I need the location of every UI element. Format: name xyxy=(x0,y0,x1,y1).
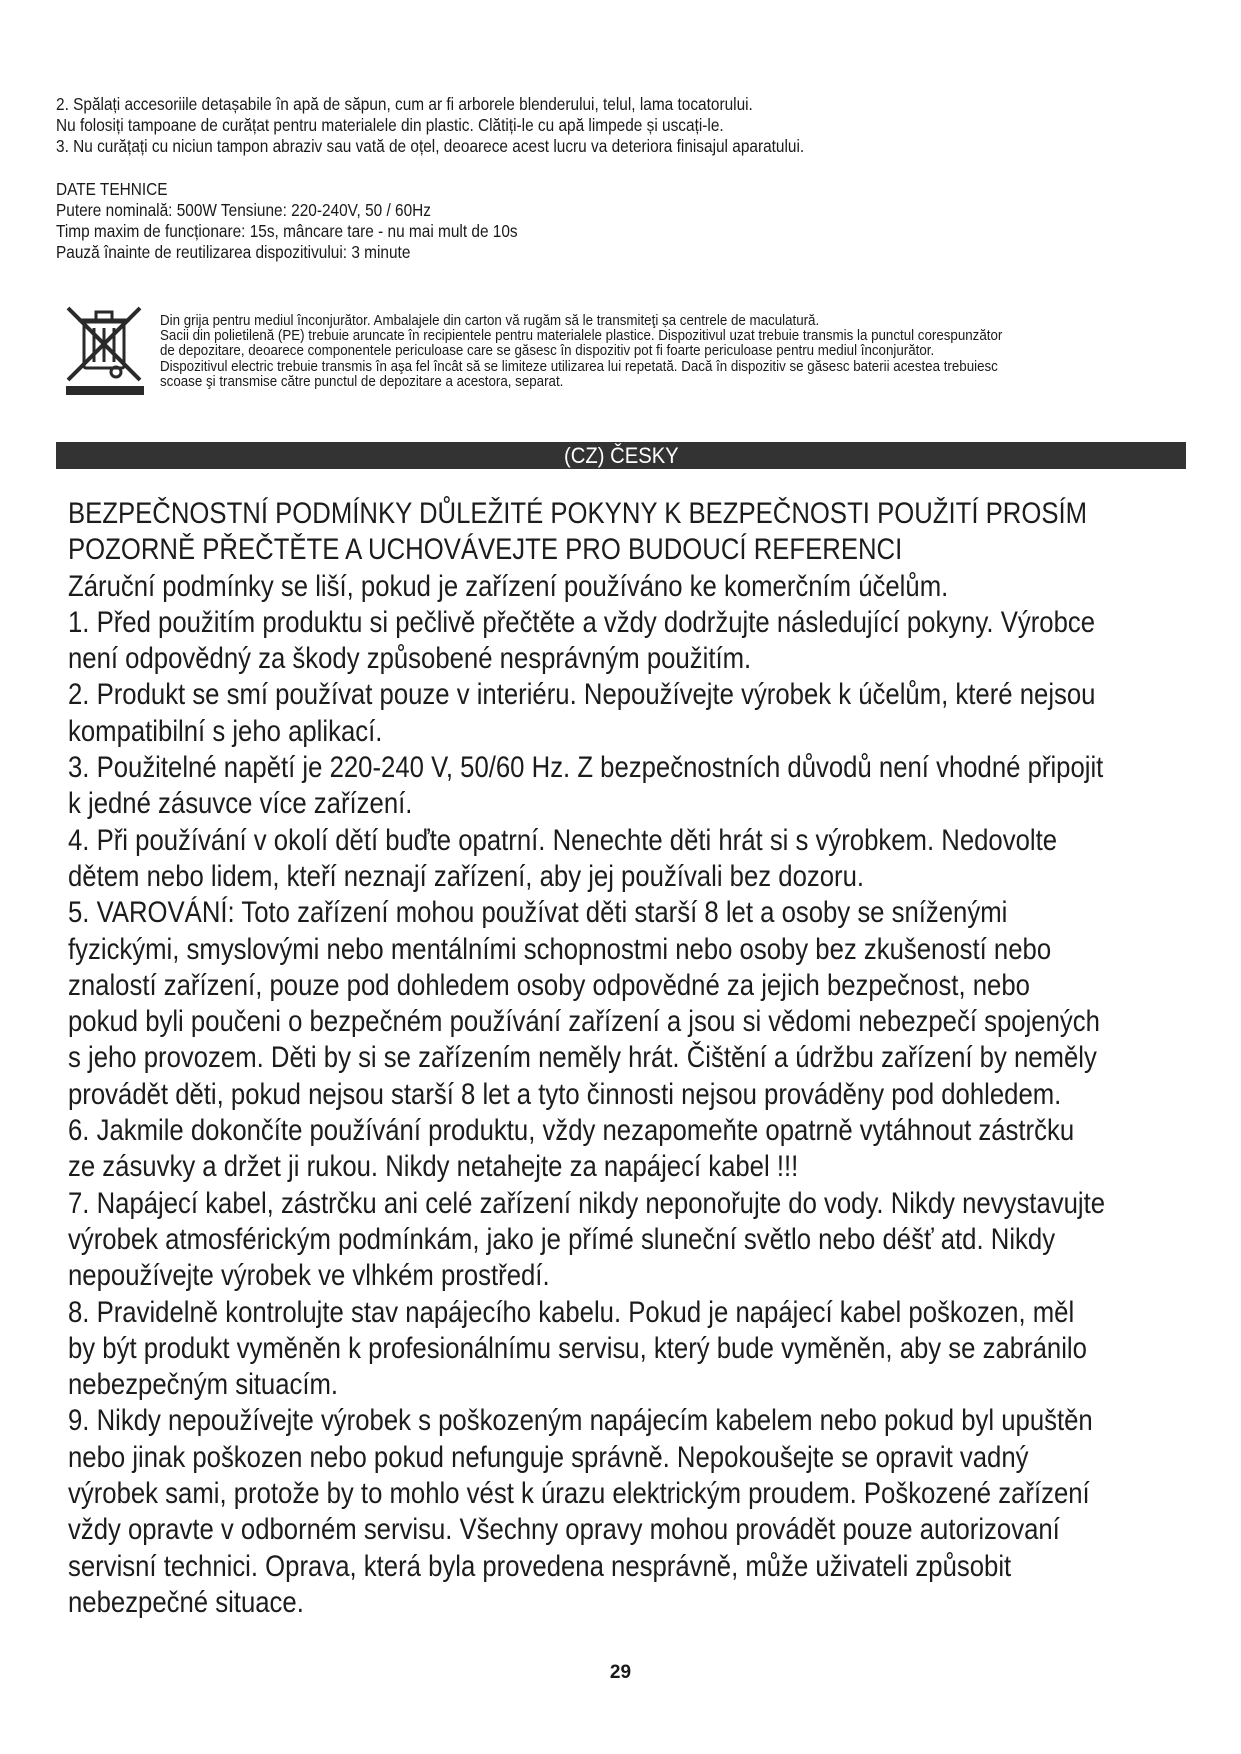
cz-line: ze zásuvky a držet ji rukou. Nikdy netahejte za napájecí kabel !!! xyxy=(68,1150,799,1184)
cz-line: 3. Použitelné napětí je 220-240 V, 50/60 Hz. Z bezpečnostních důvodů není vhodné připojit xyxy=(68,751,1104,785)
cz-line: není odpovědný za škody způsobené nesprávným použitím. xyxy=(68,642,752,676)
cz-line: 4. Při používání v okolí dětí buďte opatrní. Nenechte děti hrát si s výrobkem. Nedovolte xyxy=(68,823,1058,857)
cz-line: k jedné zásuvce více zařízení. xyxy=(68,787,413,821)
tech-line: Putere nominală: 500W Tensiune: 220-240V, 50 / 60Hz xyxy=(56,200,431,220)
section-header-label: (CZ) ČESKY xyxy=(563,442,679,468)
section-header-czech xyxy=(56,442,1186,469)
crossed-out-bin-icon xyxy=(60,300,150,396)
env-line: de depozitare, deoarece componentele periculoase care se găsesc în dispozitiv pot fi foarte periculoase pentru mediul înconjurător. xyxy=(160,343,935,360)
cz-line: POZORNĚ PŘEČTĚTE A UCHOVÁVEJTE PRO BUDOUCÍ REFERENCI xyxy=(68,533,903,567)
cz-line: provádět děti, pokud nejsou starší 8 let a tyto činnosti nejsou prováděny pod dohledem. xyxy=(68,1077,1062,1111)
env-line: Din grija pentru mediul înconjurător. Ambalajele din carton vă rugăm să le transmiteţi ṣa centrele de maculatură. xyxy=(160,313,820,329)
cz-line: 9. Nikdy nepoužívejte výrobek s poškozeným napájecím kabelem nebo pokud byl upuštěn xyxy=(68,1404,1093,1438)
cz-line: dětem nebo lidem, kteří neznají zařízení, aby jej používali bez dozoru. xyxy=(68,859,865,893)
cz-line: výrobek sami, protože by to mohlo vést k úrazu elektrickým proudem. Poškozené zařízení xyxy=(68,1477,1090,1511)
cz-line: BEZPEČNOSTNÍ PODMÍNKY DŮLEŽITÉ POKYNY K BEZPEČNOSTI POUŽITÍ PROSÍM xyxy=(68,497,1088,530)
ro-line: 3. Nu curățați cu niciun tampon abraziv sau vată de oțel, deoarece acest lucru va deteriora finisajul aparatului. xyxy=(56,136,805,156)
env-line: Sacii din polietilenă (PE) trebuie aruncate în recipientele pentru materialele plastice. Dispozitivul uzat trebuie transmis la punctul corespunzător xyxy=(160,328,1003,345)
cz-line: výrobek atmosférickým podmínkám, jako je přímé sluneční světlo nebo déšť atd. Nikdy xyxy=(68,1222,1056,1256)
cz-line: 6. Jakmile dokončíte používání produktu, vždy nezapomeňte opatrně vytáhnout zástrčku xyxy=(68,1114,1075,1148)
cz-line: nebezpečné situace. xyxy=(68,1585,304,1619)
env-line: Dispozitivul electric trebuie transmis în aşa fel încât să se limiteze utilizarea lui repetată. Dacă în dispozitiv se găsesc baterii acestea trebuiesc xyxy=(160,358,998,375)
cz-line: vždy opravte v odborném servisu. Všechny opravy mohou provádět pouze autorizovaní xyxy=(68,1513,1060,1547)
environment-notice xyxy=(56,300,1186,410)
cz-line: by být produkt vyměněn k profesionálnímu servisu, který bude vyměněn, aby se zabránilo xyxy=(68,1331,1087,1365)
cz-line: pokud byli poučeni o bezpečném používání zařízení a jsou si vědomi nebezpečí spojených xyxy=(68,1005,1100,1039)
cz-line: 2. Produkt se smí používat pouze v interiéru. Nepoužívejte výrobek k účelům, které nejsou xyxy=(68,678,1096,712)
env-line: scoase şi transmise către punctul de depozitare a acestora, separat. xyxy=(160,373,564,390)
cz-line: servisní technici. Oprava, která byla provedena nesprávně, může uživateli způsobit xyxy=(68,1549,1012,1583)
ro-line: 2. Spălați accesoriile detașabile în apă de săpun, cum ar fi arborele blenderului, telul, lama tocatorului. xyxy=(56,94,753,114)
tech-line: Pauză înainte de reutilizarea dispozitivului: 3 minute xyxy=(56,242,411,262)
cz-line: fyzickými, smyslovými nebo mentálními schopnostmi nebo osoby bez zkušeností nebo xyxy=(68,932,1052,966)
cz-line: nebezpečným situacím. xyxy=(68,1368,339,1402)
cz-line: s jeho provozem. Děti by si se zařízením neměly hrát. Čištění a údržbu zařízení by neměly xyxy=(68,1041,1097,1075)
tech-line: Timp maxim de funcționare: 15s, mâncare tare - nu mai mult de 10s xyxy=(56,221,518,241)
cz-line: znalostí zařízení, pouze pod dohledem osoby odpovědné za jejich bezpečnost, nebo xyxy=(68,968,1030,1002)
page-number: 29 xyxy=(609,1662,632,1683)
cz-line: kompatibilní s jeho aplikací. xyxy=(68,714,383,748)
ro-line: Nu folosiți tampoane de curățat pentru materialele din plastic. Clătiți-le cu apă limpede și uscați-le. xyxy=(56,115,724,135)
czech-safety-section xyxy=(68,496,1182,1621)
cz-line: nepoužívejte výrobek ve vlhkém prostředí. xyxy=(68,1259,550,1293)
cz-line: 5. VAROVÁNÍ: Toto zařízení mohou používat děti starší 8 let a osoby se sníženými xyxy=(68,896,1008,930)
cz-line: 7. Napájecí kabel, zástrčku ani celé zařízení nikdy neponořujte do vody. Nikdy nevystavujte xyxy=(68,1186,1106,1220)
cz-line: 1. Před použitím produktu si pečlivě přečtěte a vždy dodržujte následující pokyny. Výrobce xyxy=(68,605,1096,639)
cz-line: Záruční podmínky se liší, pokud je zařízení používáno ke komerčním účelům. xyxy=(68,569,949,603)
tech-title: DATE TEHNICE xyxy=(56,179,168,199)
romanian-cleaning-section xyxy=(56,94,1174,263)
cz-line: 8. Pravidelně kontrolujte stav napájecího kabelu. Pokud je napájecí kabel poškozen, měl xyxy=(68,1295,1075,1329)
cz-line: nebo jinak poškozen nebo pokud nefunguje správně. Nepokoušejte se opravit vadný xyxy=(68,1440,1029,1474)
